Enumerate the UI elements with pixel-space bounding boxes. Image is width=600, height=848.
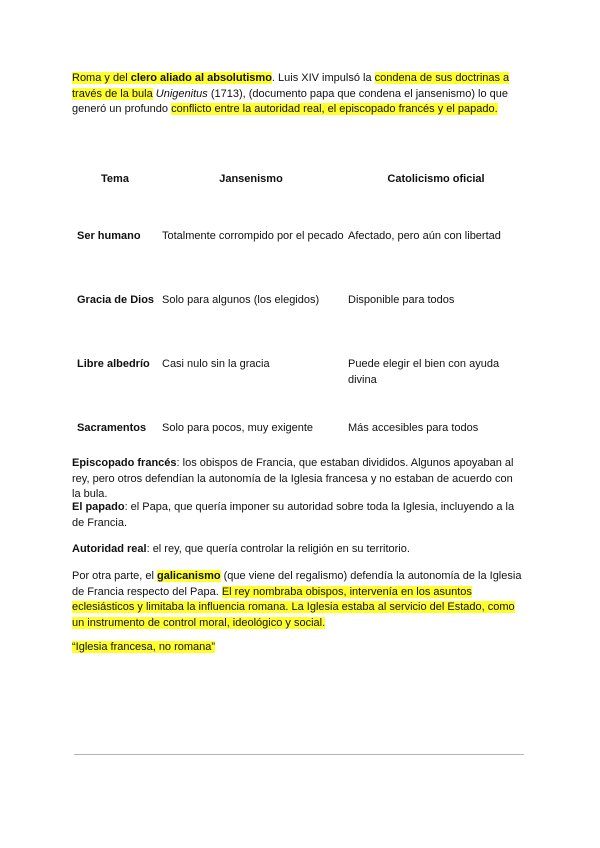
papado-paragraph bbox=[72, 500, 524, 531]
intro-paragraph bbox=[72, 71, 524, 118]
quote-text: “Iglesia francesa, no romana” bbox=[72, 641, 216, 653]
table-row bbox=[72, 293, 528, 357]
autoridad-text: : el rey, que quería controlar la religión en su territorio. bbox=[146, 543, 410, 555]
header-tema: Tema bbox=[101, 173, 129, 185]
galicanismo-text-4: El rey nombraba obispos, intervenía en los asuntos eclesiásticos y limitaba la influencia romana. La Iglesia estaba al servicio del Estado, como un instrumento de control moral, ideológico y social. bbox=[72, 585, 515, 629]
cell-tema: Libre albedrío bbox=[77, 358, 150, 370]
episcopado-text: : los obispos de Francia, que estaban divididos. Algunos apoyaban al rey, pero otros defendían la autonomía de la Iglesia francesa y no estaban de acuerdo con la bula. bbox=[72, 457, 514, 500]
episcopado-term: Episcopado francés bbox=[72, 457, 177, 469]
cell-jansenismo: Totalmente corrompido por el pecado bbox=[162, 230, 344, 242]
intro-text-2: clero aliado al absolutismo bbox=[130, 72, 272, 84]
galicanismo-term: galicanismo bbox=[157, 570, 221, 582]
intro-text-7: conflicto entre la autoridad real, el episcopado francés y el papado. bbox=[171, 103, 498, 115]
galicanismo-text-1: Por otra parte, el bbox=[72, 570, 157, 582]
header-jansenismo: Jansenismo bbox=[219, 173, 283, 185]
autoridad-term: Autoridad real bbox=[72, 543, 147, 555]
quote-paragraph bbox=[72, 640, 524, 656]
papado-text: : el Papa, que quería imponer su autoridad sobre toda la Iglesia, incluyendo a la de Francia. bbox=[72, 501, 515, 529]
cell-jansenismo: Solo para pocos, muy exigente bbox=[162, 422, 314, 434]
cell-catolicismo: Afectado, pero aún con libertad bbox=[348, 230, 501, 242]
cell-tema: Sacramentos bbox=[77, 422, 147, 434]
cell-catolicismo: Más accesibles para todos bbox=[348, 422, 479, 434]
table-row bbox=[72, 357, 528, 421]
intro-text-4: condena de sus doctrinas a través de la bula bbox=[72, 72, 510, 100]
comparison-table bbox=[72, 165, 528, 437]
galicanismo-text-3: (que viene del regalismo) defendía la autonomía de la Iglesia de Francia respecto del Papa. bbox=[72, 570, 522, 598]
intro-text-3: . Luis XIV impulsó la bbox=[271, 72, 375, 84]
horizontal-rule bbox=[74, 754, 524, 755]
cell-jansenismo: Solo para algunos (los elegidos) bbox=[162, 294, 320, 306]
cell-tema: Gracia de Dios bbox=[77, 294, 155, 306]
autoridad-paragraph bbox=[72, 542, 524, 558]
table-row bbox=[72, 203, 528, 293]
cell-catolicismo: Puede elegir el bien con ayuda divina bbox=[348, 358, 500, 386]
header-catolicismo: Catolicismo oficial bbox=[387, 173, 485, 185]
intro-text-1: Roma y del bbox=[72, 72, 131, 84]
galicanismo-paragraph bbox=[72, 569, 524, 631]
table-header-row bbox=[72, 165, 528, 203]
papado-term: El papado bbox=[72, 501, 125, 513]
cell-catolicismo: Disponible para todos bbox=[348, 294, 455, 306]
intro-text-6: (1713), (documento papa que condena el jansenismo) lo que generó un profundo bbox=[72, 87, 509, 115]
episcopado-paragraph bbox=[72, 456, 524, 503]
table-row bbox=[72, 421, 528, 437]
cell-jansenismo: Casi nulo sin la gracia bbox=[162, 358, 270, 370]
cell-tema: Ser humano bbox=[77, 230, 141, 242]
intro-text-5: Unigenitus bbox=[155, 87, 208, 100]
